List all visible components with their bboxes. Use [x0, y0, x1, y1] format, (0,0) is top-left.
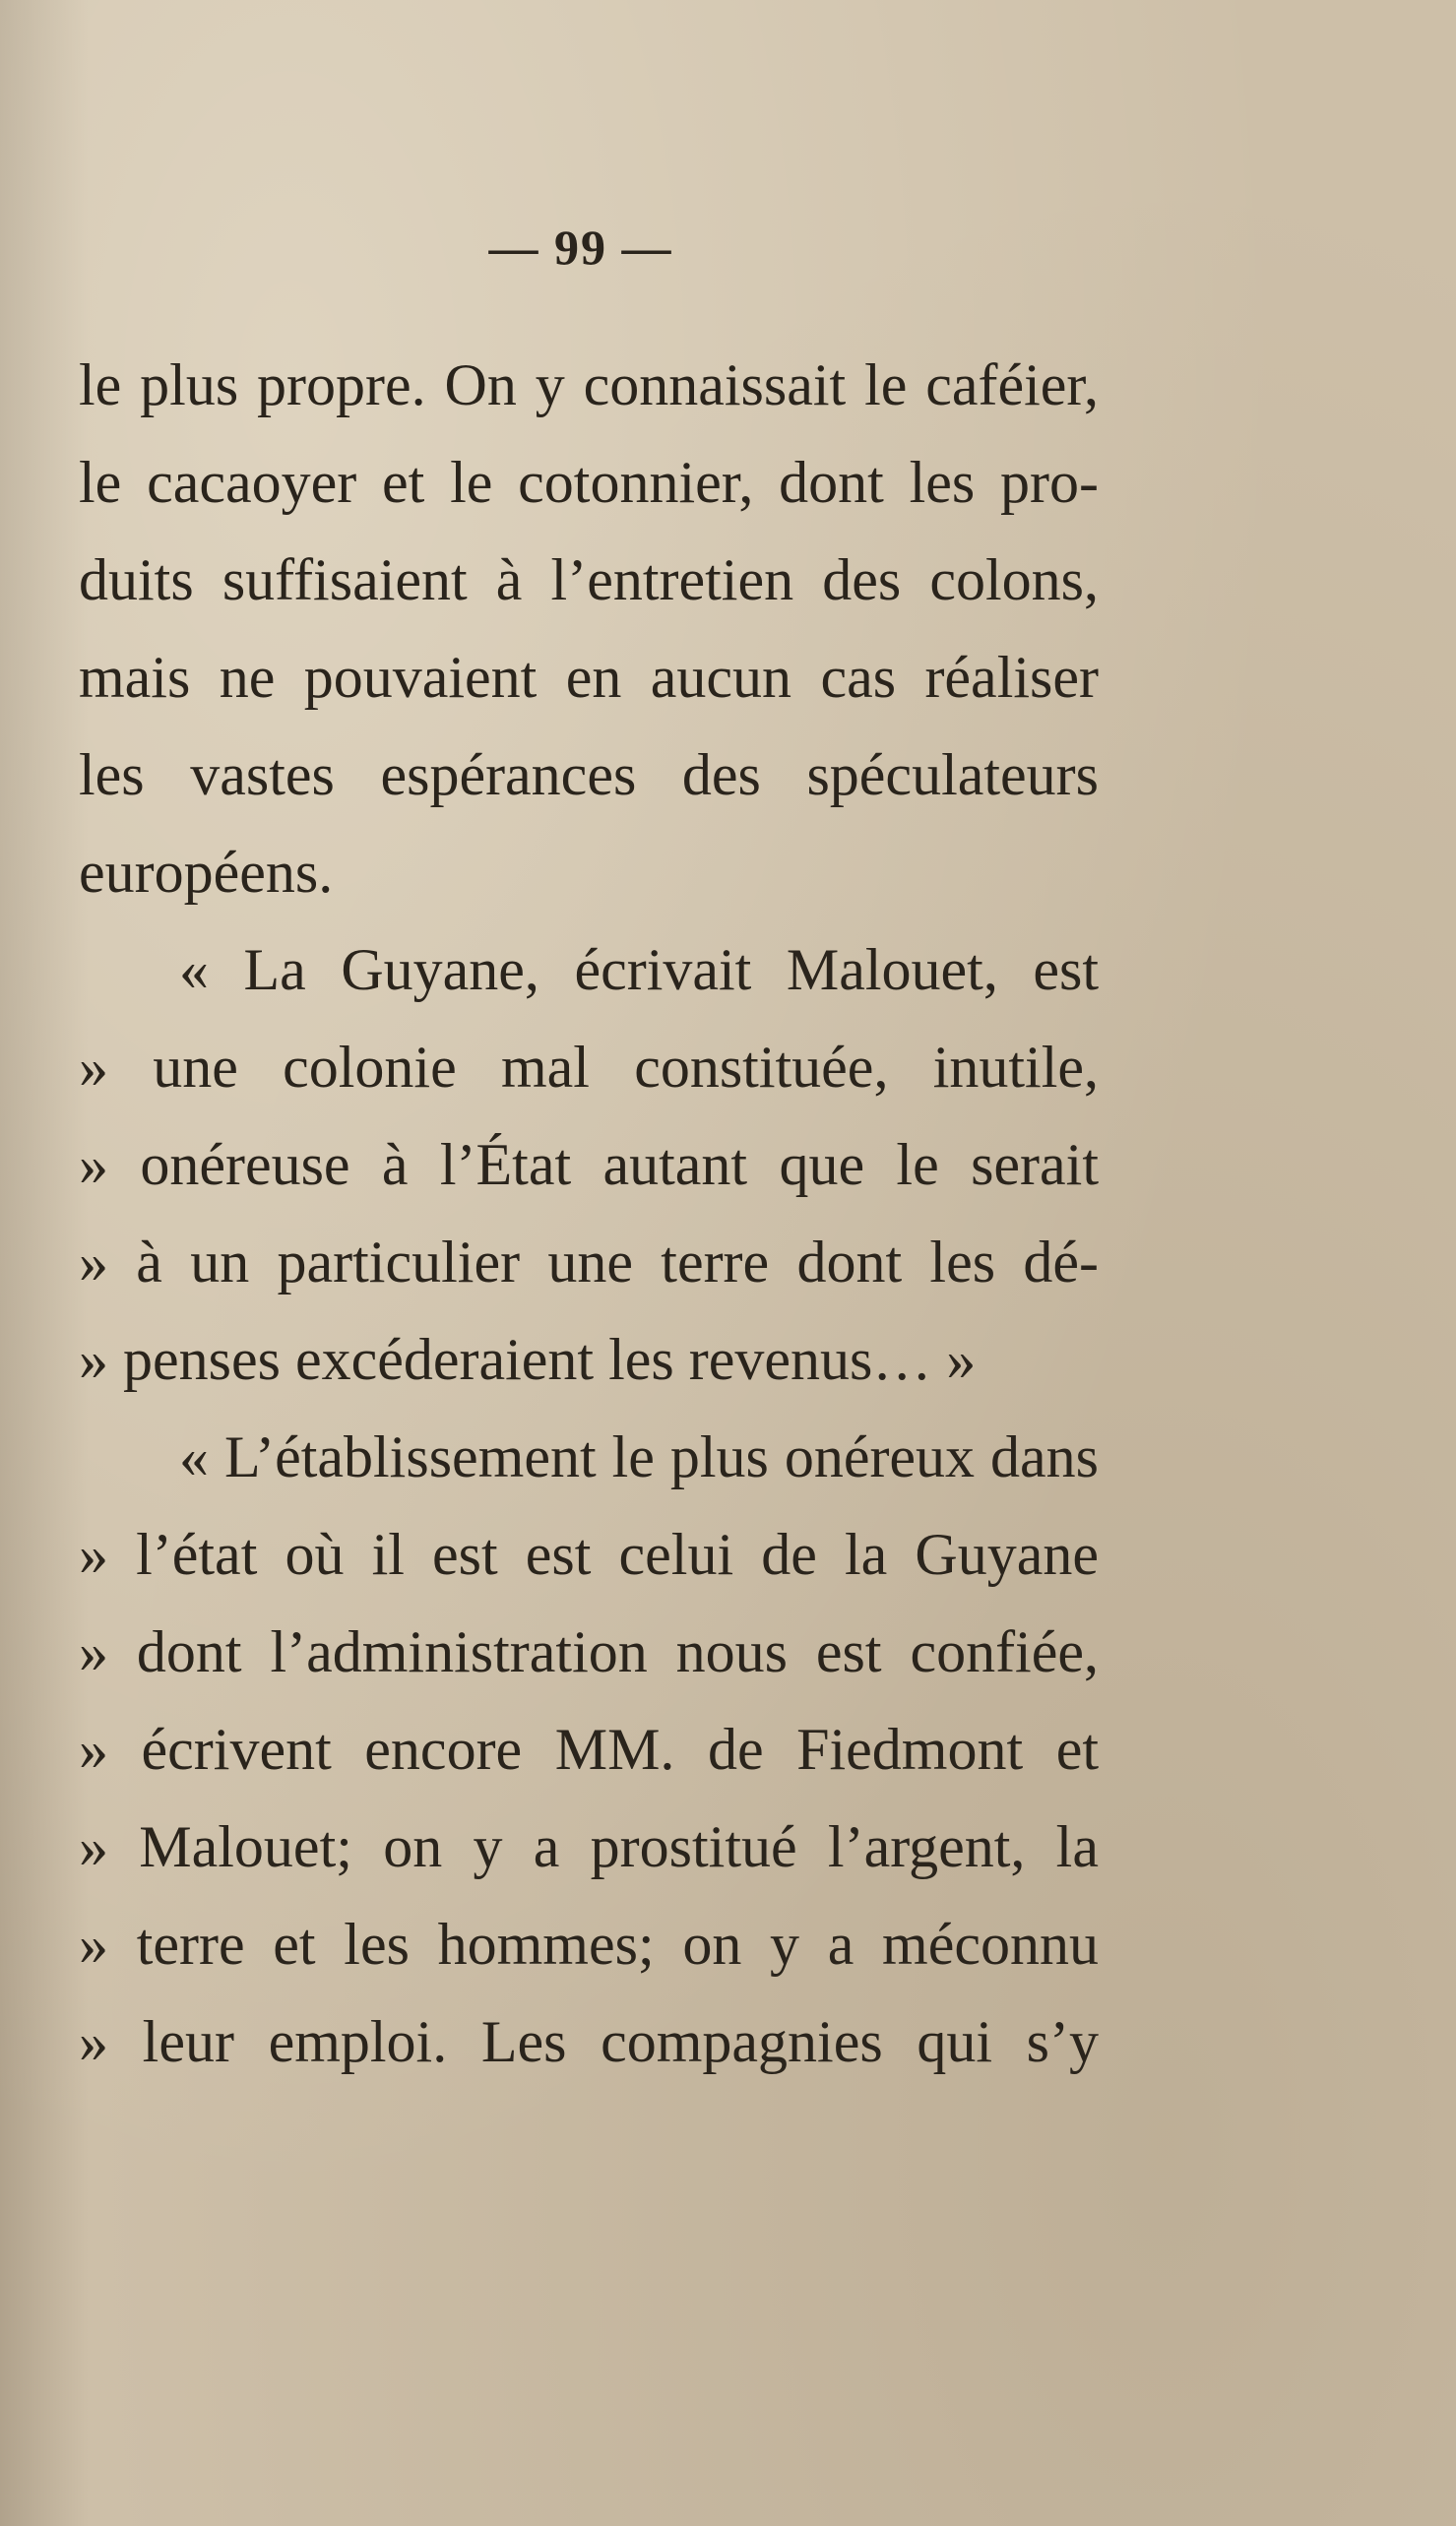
text-line: » Malouet; on y a prostitué l’argent, la	[79, 1814, 1099, 1879]
text-line: » terre et les hommes; on y a méconnu	[79, 1912, 1099, 1977]
text-line: » onéreuse à l’État autant que le serait	[79, 1132, 1099, 1197]
body-text	[79, 337, 1099, 2091]
text-line: mais ne pouvaient en aucun cas réaliser	[79, 645, 1099, 710]
text-line: duits suffisaient à l’entretien des colons,	[79, 547, 1099, 612]
text-line: » dont l’administration nous est confiée,	[79, 1619, 1099, 1684]
page-number: — 99 —	[488, 220, 673, 275]
text-line: les vastes espérances des spéculateurs	[79, 742, 1099, 807]
text-line: » une colonie mal constituée, inutile,	[79, 1035, 1099, 1100]
text-line: le cacaoyer et le cotonnier, dont les pro-	[79, 450, 1099, 515]
text-line: européens.	[79, 840, 334, 905]
text-line: « L’établissement le plus onéreux dans	[179, 1424, 1099, 1489]
text-line: » écrivent encore MM. de Fiedmont et	[79, 1717, 1099, 1782]
text-line: » l’état où il est est celui de la Guyane	[79, 1522, 1099, 1587]
text-line: » leur emploi. Les compagnies qui s’y	[79, 2009, 1099, 2074]
text-line: « La Guyane, écrivait Malouet, est	[179, 937, 1099, 1002]
text-line: le plus propre. On y connaissait le caféier,	[79, 352, 1099, 417]
text-line: » penses excéderaient les revenus… »	[79, 1327, 977, 1392]
text-line: » à un particulier une terre dont les dé-	[79, 1230, 1099, 1295]
